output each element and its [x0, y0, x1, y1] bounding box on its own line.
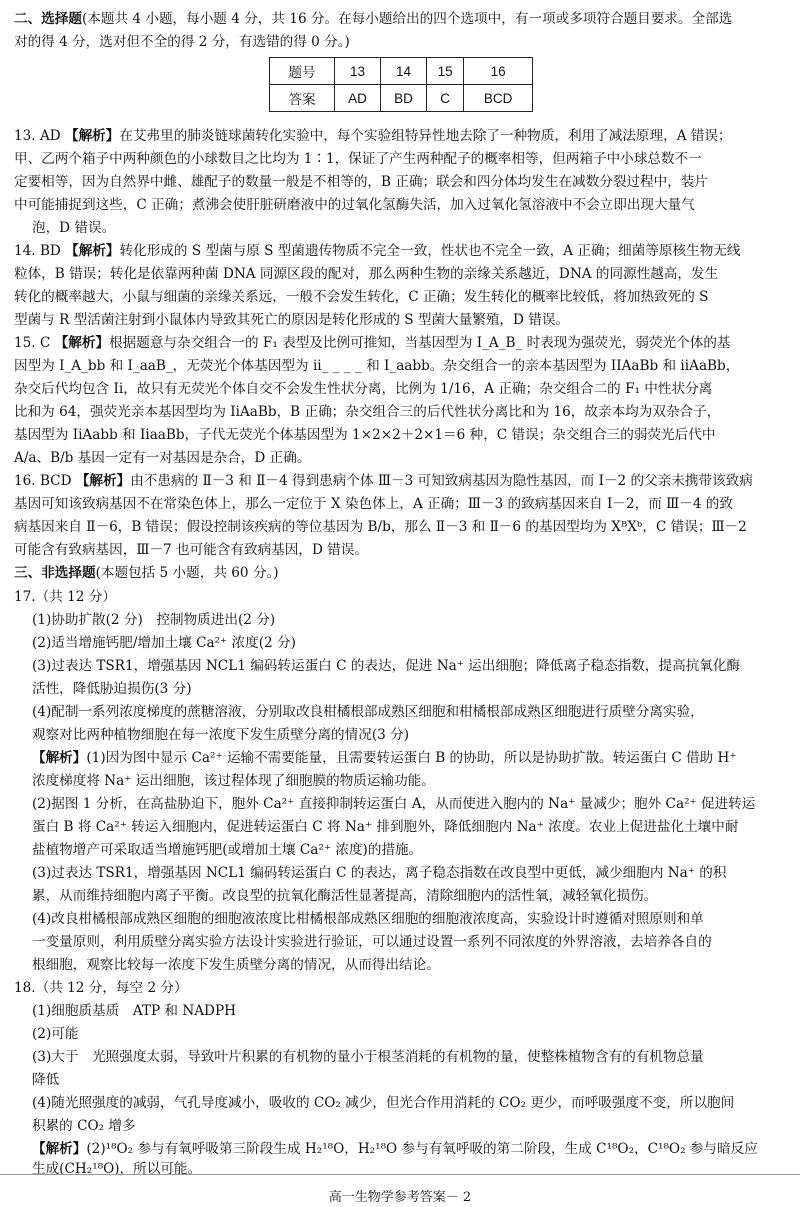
- question-number: 15. C: [14, 335, 51, 351]
- table-cell: AD: [335, 85, 381, 112]
- q13-line: 甲、乙两个箱子中两种颜色的小球数目之比均为 1∶1，保证了产生两种配子的概率相等，但两箱子中小球总数不一: [14, 151, 702, 167]
- q15-text: 根据题意与杂交组合一的 F₁ 表型及比例可推知，当基因型为 I_A_B_ 时表现为强荧光，弱荧光个体的基: [109, 335, 731, 351]
- section2-heading: 二、选择题: [14, 11, 82, 27]
- analysis-tag: 【解析】: [64, 128, 120, 144]
- q17-explain: 盐植物增产可采取适当增施钙肥(或增加土壤 Ca²⁺ 浓度)的措施。: [32, 842, 423, 858]
- q17-explain: 蛋白 B 将 Ca²⁺ 转运入细胞内，促进转运蛋白 C 将 Na⁺ 排到胞外，降低细胞内 Na⁺ 浓度。农业上促进盐化土壤中耐: [32, 819, 739, 835]
- table-cell: 13: [335, 58, 381, 85]
- analysis-tag: 【解析】: [54, 335, 110, 351]
- q17-answer: (1)协助扩散(2 分) 控制物质进出(2 分): [32, 612, 276, 628]
- q17-explain: (4)改良柑橘根部成熟区细胞的细胞液浓度比柑橘根部成熟区细胞的细胞液浓度高，实验设计时遵循对照原则和单: [32, 911, 704, 927]
- q17-answer: 观察对比两种植物细胞在每一浓度下发生质壁分离的情况(3 分): [32, 727, 410, 743]
- q14-line: 粒体，B 错误；转化是依靠两种菌 DNA 同源区段的配对，那么两种生物的亲缘关系越近，DNA 的同源性越高，发生: [14, 266, 719, 282]
- question-number: 14. BD: [14, 243, 61, 259]
- table-cell: 16: [464, 58, 533, 85]
- q13-line: 定要相等，因为自然界中雌、雄配子的数量一般是不相等的，B 正确；联会和四分体均发生在减数分裂过程中，装片: [14, 174, 708, 190]
- q14-line: [14, 240, 786, 263]
- analysis-tag: 【解析】: [65, 243, 120, 259]
- q14-line: 转化的概率越大，小鼠与细菌的亲缘关系远，一般不会发生转化，C 正确；发生转化的概率比较低，将加热致死的 S: [14, 289, 709, 305]
- q18-answer: (3)大于 光照强度太弱，导致叶片积累的有机物的量小于根茎消耗的有机物的量，使整株植物含有的有机物总量: [32, 1049, 704, 1065]
- section2-note: (本题共 4 小题，每小题 4 分，共 16 分。在每小题给出的四个选项中，有一项或多项符合题目要求。全部选: [81, 11, 733, 27]
- section3-heading: 三、非选择题: [14, 565, 96, 581]
- table-header-cell: 答案: [270, 85, 335, 112]
- q13-line: 中可能捕捉到这些，C 正确；煮沸会使肝脏研磨液中的过氧化氢酶失活，加入过氧化氢溶液中不会立即出现大量气: [14, 197, 695, 213]
- q14-text: 转化形成的 S 型菌与原 S 型菌遗传物质不完全一致，性状也不完全一致，A 正确；细菌等原核生物无线: [119, 243, 741, 259]
- section3-note: (本题包括 5 小题，共 60 分。): [95, 565, 279, 581]
- question-number: 16. BCD: [14, 473, 72, 489]
- page-footer: [0, 1186, 800, 1205]
- q17-answer: (4)配制一系列浓度梯度的蔗糖溶液，分别取改良柑橘根部成熟区细胞和柑橘根部成熟区细胞进行质壁分离实验，: [32, 704, 704, 720]
- q18-explain-text: (2)¹⁸O₂ 参与有氧呼吸第三阶段生成 H₂¹⁸O，H₂¹⁸O 参与有氧呼吸的第二阶段，生成 C¹⁸O₂，C¹⁸O₂ 参与暗反应: [86, 1141, 758, 1157]
- q13-line: 泡，D 错误。: [32, 220, 116, 236]
- analysis-tag: 【解析】: [32, 750, 87, 766]
- q17-explain: 根细胞，观察比较每一浓度下发生质壁分离的情况，从而得出结论。: [32, 957, 440, 973]
- table-header-cell: 题号: [270, 58, 335, 85]
- q17-head: 17.（共 12 分）: [14, 589, 116, 605]
- footer-divider: [0, 1174, 800, 1175]
- q18-answer: (1)细胞质基质 ATP 和 NADPH: [32, 1003, 236, 1019]
- q17-explain: (2)据图 1 分析，在高盐胁迫下，胞外 Ca²⁺ 直接抑制转运蛋白 A，从而使进入胞内的 Na⁺ 量减少；胞外 Ca²⁺ 促进转运: [32, 796, 756, 812]
- q16-text: 由不患病的 Ⅱ－3 和 Ⅱ－4 得到患病个体 Ⅲ－3 可知致病基因为隐性基因，而 Ⅰ－2 的父亲未携带该致病: [130, 473, 753, 489]
- table-cell: C: [427, 85, 464, 112]
- section2-note-line2: 对的得 4 分，选对但不全的得 2 分，有选错的得 0 分。): [14, 34, 350, 50]
- table-cell: BCD: [464, 85, 533, 112]
- q15-line: 基因型为 IiAabb 和 IiaaBb，子代无荧光个体基因型为 1×2×2＋2×1＝6 种，C 错误；杂交组合三的弱荧光后代中: [14, 427, 716, 443]
- section2-intro: [14, 8, 786, 31]
- footer-text: 高一生物学参考答案－ 2: [328, 1190, 472, 1205]
- q18-answer: (2)可能: [32, 1026, 79, 1042]
- q17-explain: (3)过表达 TSR1，增强基因 NCL1 编码转运蛋白 C 的表达，离子稳态指数在改良型中更低，减少细胞内 Na⁺ 的积: [32, 865, 727, 881]
- q17-explain: 一变量原则，利用质壁分离实验方法设计实验进行验证，可以通过设置一系列不同浓度的外界溶液，去培养各自的: [32, 934, 712, 950]
- analysis-tag: 【解析】: [75, 473, 131, 489]
- q16-line: [14, 470, 786, 493]
- q17-explain: 浓度梯度将 Na⁺ 运出细胞，该过程体现了细胞膜的物质运输功能。: [32, 773, 435, 789]
- q18-answer: 降低: [32, 1072, 60, 1088]
- q16-line: 病基因来自 Ⅱ－6，B 错误；假设控制该疾病的等位基因为 B/b，那么 Ⅱ－3 和 Ⅱ－6 的基因型均为 XᴮXᵇ，C 错误；Ⅲ－2: [14, 519, 747, 535]
- q17-answer: 活性，降低胁迫损伤(3 分): [32, 681, 192, 697]
- q17-explain: [32, 747, 786, 770]
- q15-line: 比和为 64，强荧光亲本基因型均为 IiAaBb，B 正确；杂交组合三的后代性状分离比和为 16，故亲本均为双杂合子，: [14, 404, 721, 420]
- table-cell: 14: [381, 58, 427, 85]
- q15-line: 因型为 I_A_bb 和 I_aaB_，无荧光个体基因型为 ii_ _ _ _ 和 I_aabb。杂交组合一的亲本基因型为 IIAaBb 和 iiAaBb，: [14, 358, 740, 374]
- q17-explain: 累，从而维持细胞内离子平衡。改良型的抗氧化酶活性显著提高，清除细胞内的活性氧，减轻氧化损伤。: [32, 888, 658, 904]
- q15-line: 杂交后代均包含 Ii，故只有无荧光个体自交不会发生性状分离，比例为 1/16，A 正确；杂交组合二的 F₁ 中性状分离: [14, 381, 713, 397]
- q18-head: 18.（共 12 分，每空 2 分）: [14, 980, 188, 996]
- table-cell: BD: [381, 85, 427, 112]
- analysis-tag: 【解析】: [32, 1141, 87, 1157]
- q13-line: [14, 125, 786, 148]
- q15-line: A/a、B/b 基因一定有一对基因是杂合，D 正确。: [14, 450, 311, 466]
- q17-answer: (2)适当增施钙肥/增加土壤 Ca²⁺ 浓度(2 分): [32, 635, 296, 651]
- q15-line: [14, 332, 786, 355]
- q18-explain: 生成(CH₂¹⁸O)，所以可能。: [32, 1161, 202, 1177]
- q14-line: 型菌与 R 型活菌注射到小鼠体内导致其死亡的原因是转化形成的 S 型菌大量繁殖，D 错误。: [14, 312, 570, 328]
- q16-line: 可能含有致病基因，Ⅲ－7 也可能含有致病基因，D 错误。: [14, 542, 368, 558]
- section3-intro: [14, 562, 786, 585]
- table-row: [270, 58, 533, 85]
- q17-explain-text: (1)因为图中显示 Ca²⁺ 运输不需要能量，且需要转运蛋白 B 的协助，所以是协助扩散。转运蛋白 C 借助 H⁺: [86, 750, 737, 766]
- table-cell: 15: [427, 58, 464, 85]
- q16-line: 基因可知该致病基因不在常染色体上，那么一定位于 X 染色体上，A 正确；Ⅲ－3 的致病基因来自 Ⅰ－2，而 Ⅲ－4 的致: [14, 496, 733, 512]
- q18-answer: 积累的 CO₂ 增多: [32, 1118, 136, 1134]
- table-row: [270, 85, 533, 112]
- q13-text: 在艾弗里的肺炎链球菌转化实验中，每个实验组特异性地去除了一种物质，利用了减法原理，A 错误；: [119, 128, 732, 144]
- answer-table: [269, 57, 533, 112]
- q18-answer: (4)随光照强度的减弱，气孔导度减小，吸收的 CO₂ 减少，但光合作用消耗的 CO₂ 更少，而呼吸强度不变，所以胞间: [32, 1095, 735, 1111]
- q17-answer: (3)过表达 TSR1，增强基因 NCL1 编码转运蛋白 C 的表达，促进 Na⁺ 运出细胞；降低离子稳态指数，提高抗氧化酶: [32, 658, 741, 674]
- question-number: 13. AD: [14, 128, 61, 144]
